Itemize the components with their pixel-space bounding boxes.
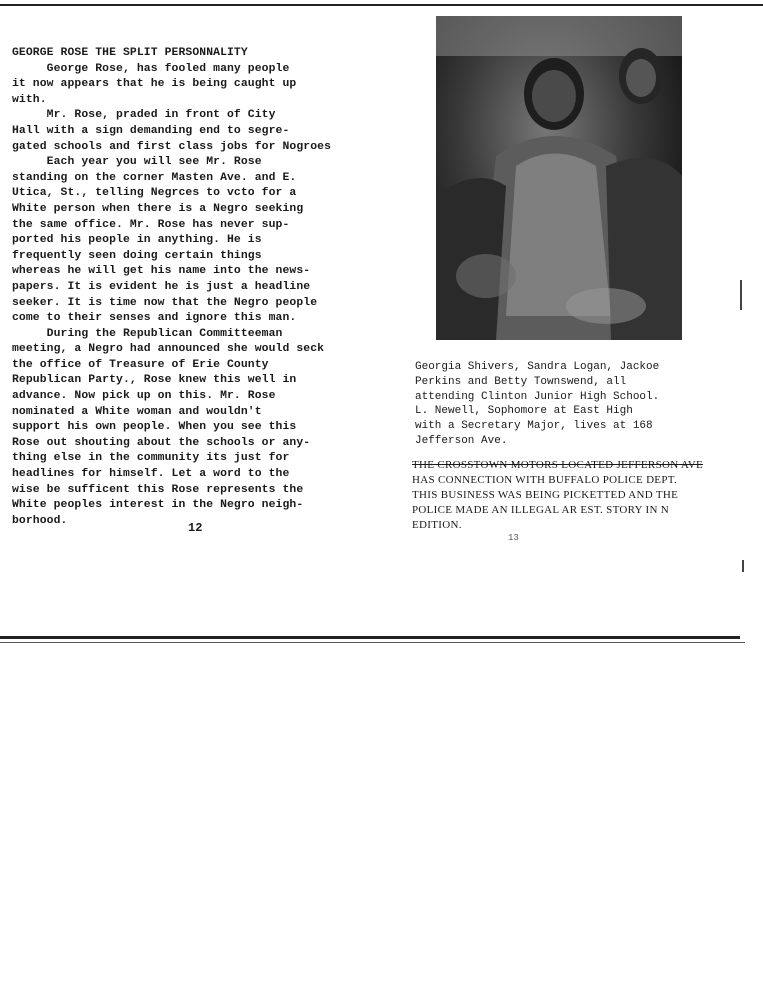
article-line: nominated a White woman and wouldn't <box>12 405 262 418</box>
article-line: thing else in the community its just for <box>12 452 290 465</box>
article-line: come to their senses and ignore this man. <box>12 312 297 325</box>
caption-line: Perkins and Betty Townswend, all <box>415 375 627 388</box>
caption-line: with a Secretary Major, lives at 168 <box>415 420 653 433</box>
article-line: papers. It is evident he is just a headline <box>12 280 311 293</box>
article-line: Mr. Rose, praded in front of City <box>12 109 276 122</box>
article-headline: GEORGE ROSE THE SPLIT PERSONNALITY <box>12 47 248 59</box>
article-line: During the Republican Committeeman <box>12 327 283 340</box>
article-line: White peoples interest in the Negro neigh- <box>12 499 304 512</box>
article-line: ported his people in anything. He is <box>12 234 262 247</box>
photo-caption <box>415 360 735 449</box>
article-line: whereas he will get his name into the news- <box>12 265 311 278</box>
article-line: Rose out shouting about the schools or any- <box>12 436 311 449</box>
caption-line: L. Newell, Sophomore at East High <box>415 405 633 418</box>
photograph-of-students-icon <box>436 16 682 340</box>
article-line: George Rose, has fooled many people <box>12 62 290 75</box>
caption-line: attending Clinton Junior High School. <box>415 390 660 403</box>
margin-mark <box>740 280 742 310</box>
bottom-rule-secondary <box>0 642 745 643</box>
article-line: it now appears that he is being caught up <box>12 78 297 91</box>
article-line: the same office. Mr. Rose has never sup- <box>12 218 290 231</box>
article-line: seeker. It is time now that the Negro people <box>12 296 318 309</box>
top-rule <box>0 4 763 6</box>
article-line: Each year you will see Mr. Rose <box>12 156 262 169</box>
article-line: the office of Treasure of Erie County <box>12 358 269 371</box>
article-line: with. <box>12 93 47 106</box>
article-line: frequently seen doing certain things <box>12 249 262 262</box>
article-line: gated schools and first class jobs for Nogroes <box>12 140 332 153</box>
notice-line: THE CROSSTOWN MOTORS LOCATED JEFFERSON AVE <box>412 459 704 471</box>
notice-line: POLICE MADE AN ILLEGAL AR EST. STORY IN N <box>412 504 670 516</box>
page-number-left: 12 <box>188 521 203 535</box>
caption-line: Georgia Shivers, Sandra Logan, Jackoe <box>415 361 660 373</box>
page-number-right: 13 <box>508 533 519 543</box>
article-line: wise be sufficent this Rose represents the <box>12 483 304 496</box>
article-line: White person when there is a Negro seeking <box>12 202 304 215</box>
crosstown-motors-notice <box>412 458 742 533</box>
caption-line: Jefferson Ave. <box>415 434 508 447</box>
article-line: Republican Party., Rose knew this well in <box>12 374 297 387</box>
article-line: headlines for himself. Let a word to the <box>12 468 290 481</box>
article-line: meeting, a Negro had announced she would seck <box>12 343 325 356</box>
notice-line: HAS CONNECTION WITH BUFFALO POLICE DEPT. <box>412 474 677 486</box>
article-line: standing on the corner Masten Ave. and E. <box>12 171 297 184</box>
student-photograph <box>436 16 682 340</box>
article-george-rose <box>12 46 362 529</box>
article-line: borhood. <box>12 514 68 527</box>
notice-line: THIS BUSINESS WAS BEING PICKETTED AND THE <box>412 489 679 501</box>
article-line: Hall with a sign demanding end to segre- <box>12 124 290 137</box>
article-line: Utica, St., telling Negrces to vcto for a <box>12 187 297 200</box>
margin-mark <box>742 560 744 572</box>
bottom-rule <box>0 636 740 639</box>
article-line: support his own people. When you see this <box>12 421 297 434</box>
article-body <box>12 62 362 530</box>
article-line: advance. Now pick up on this. Mr. Rose <box>12 390 276 403</box>
notice-line: EDITION. <box>412 519 462 531</box>
